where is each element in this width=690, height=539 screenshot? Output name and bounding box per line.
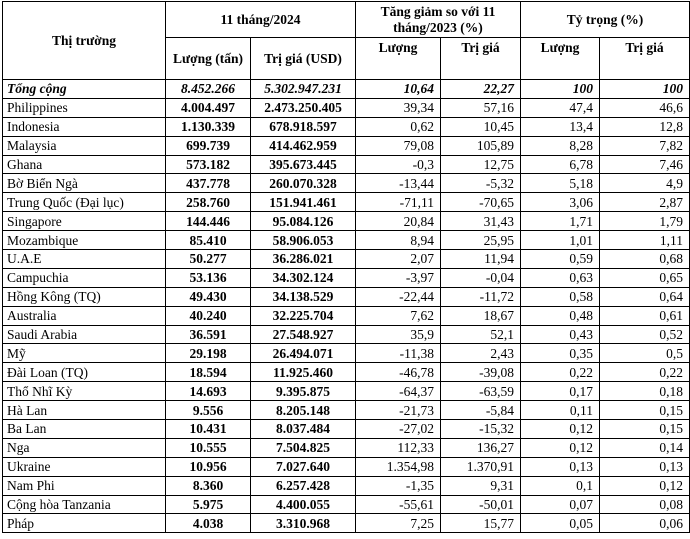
cell-share-qty: 0,12: [521, 420, 600, 439]
cell-qty: 4.038: [166, 514, 251, 533]
cell-share-val: 7,46: [600, 155, 690, 174]
export-market-table: [2, 1, 690, 533]
cell-qty: 437.778: [166, 174, 251, 193]
cell-val: 58.906.053: [251, 231, 356, 250]
cell-qty: 10.431: [166, 420, 251, 439]
cell-chg-qty: 1.354,98: [356, 457, 441, 476]
total-chg-val: 22,27: [441, 80, 521, 99]
cell-chg-qty: -55,61: [356, 495, 441, 514]
cell-chg-val: 31,43: [441, 212, 521, 231]
cell-val: 26.494.071: [251, 344, 356, 363]
header-change: Tăng giảm so với 11 tháng/2023 (%): [356, 2, 521, 38]
cell-chg-qty: -0,3: [356, 155, 441, 174]
total-qty: 8.452.266: [166, 80, 251, 99]
cell-chg-qty: 2,07: [356, 250, 441, 269]
table-row: [3, 98, 690, 117]
header-share-qty: Lượng: [521, 38, 600, 80]
cell-share-qty: 0,35: [521, 344, 600, 363]
cell-share-val: 7,82: [600, 136, 690, 155]
cell-qty: 258.760: [166, 193, 251, 212]
cell-market: Philippines: [3, 98, 166, 117]
cell-share-val: 46,6: [600, 98, 690, 117]
cell-share-val: 0,22: [600, 363, 690, 382]
total-market: Tổng cộng: [3, 80, 166, 99]
total-val: 5.302.947.231: [251, 80, 356, 99]
table-row: [3, 420, 690, 439]
cell-chg-qty: 7,62: [356, 306, 441, 325]
header-val: Trị giá (USD): [251, 38, 356, 80]
table-row: [3, 495, 690, 514]
cell-qty: 8.360: [166, 476, 251, 495]
cell-val: 7.504.825: [251, 438, 356, 457]
cell-chg-qty: 7,25: [356, 514, 441, 533]
cell-market: Pháp: [3, 514, 166, 533]
cell-chg-val: 57,16: [441, 98, 521, 117]
cell-val: 3.310.968: [251, 514, 356, 533]
table-row: [3, 344, 690, 363]
cell-share-qty: 0,63: [521, 268, 600, 287]
table-row: [3, 268, 690, 287]
cell-market: Cộng hòa Tanzania: [3, 495, 166, 514]
cell-share-val: 0,5: [600, 344, 690, 363]
cell-share-qty: 0,22: [521, 363, 600, 382]
cell-chg-val: 10,45: [441, 117, 521, 136]
cell-share-val: 0,15: [600, 401, 690, 420]
table-row: [3, 325, 690, 344]
cell-share-val: 0,14: [600, 438, 690, 457]
header-share-val: Trị giá: [600, 38, 690, 80]
cell-val: 32.225.704: [251, 306, 356, 325]
cell-val: 95.084.126: [251, 212, 356, 231]
cell-chg-qty: -1,35: [356, 476, 441, 495]
cell-market: Mỹ: [3, 344, 166, 363]
cell-chg-val: 11,94: [441, 250, 521, 269]
cell-chg-val: 52,1: [441, 325, 521, 344]
cell-chg-qty: 39,34: [356, 98, 441, 117]
cell-chg-val: -15,32: [441, 420, 521, 439]
cell-share-qty: 0,12: [521, 438, 600, 457]
cell-share-val: 0,18: [600, 382, 690, 401]
cell-market: Saudi Arabia: [3, 325, 166, 344]
cell-chg-val: -63,59: [441, 382, 521, 401]
cell-share-qty: 0,43: [521, 325, 600, 344]
cell-share-val: 0,65: [600, 268, 690, 287]
table-row: [3, 382, 690, 401]
cell-share-qty: 0,17: [521, 382, 600, 401]
table-row: [3, 212, 690, 231]
cell-share-qty: 0,59: [521, 250, 600, 269]
cell-chg-qty: 112,33: [356, 438, 441, 457]
cell-share-qty: 47,4: [521, 98, 600, 117]
cell-chg-qty: -21,73: [356, 401, 441, 420]
cell-chg-val: -11,72: [441, 287, 521, 306]
cell-share-qty: 1,01: [521, 231, 600, 250]
cell-share-val: 12,8: [600, 117, 690, 136]
header-chg-val: Trị giá: [441, 38, 521, 80]
cell-chg-val: 105,89: [441, 136, 521, 155]
cell-val: 678.918.597: [251, 117, 356, 136]
cell-market: Hà Lan: [3, 401, 166, 420]
cell-market: Malaysia: [3, 136, 166, 155]
cell-qty: 29.198: [166, 344, 251, 363]
cell-qty: 699.739: [166, 136, 251, 155]
table-row: [3, 363, 690, 382]
cell-val: 414.462.959: [251, 136, 356, 155]
cell-qty: 10.555: [166, 438, 251, 457]
cell-chg-qty: -27,02: [356, 420, 441, 439]
cell-chg-qty: -71,11: [356, 193, 441, 212]
cell-val: 34.302.124: [251, 268, 356, 287]
cell-qty: 573.182: [166, 155, 251, 174]
cell-val: 27.548.927: [251, 325, 356, 344]
cell-share-val: 1,79: [600, 212, 690, 231]
table-row: [3, 476, 690, 495]
cell-share-val: 2,87: [600, 193, 690, 212]
cell-val: 11.925.460: [251, 363, 356, 382]
cell-share-qty: 0,58: [521, 287, 600, 306]
cell-val: 2.473.250.405: [251, 98, 356, 117]
cell-val: 7.027.640: [251, 457, 356, 476]
cell-chg-qty: 79,08: [356, 136, 441, 155]
header-qty: Lượng (tấn): [166, 38, 251, 80]
cell-val: 151.941.461: [251, 193, 356, 212]
cell-qty: 4.004.497: [166, 98, 251, 117]
cell-chg-val: 2,43: [441, 344, 521, 363]
cell-share-qty: 3,06: [521, 193, 600, 212]
cell-qty: 49.430: [166, 287, 251, 306]
cell-market: Ukraine: [3, 457, 166, 476]
cell-chg-val: 136,27: [441, 438, 521, 457]
cell-chg-val: -50,01: [441, 495, 521, 514]
header-market: Thị trường: [3, 2, 166, 80]
cell-share-qty: 0,1: [521, 476, 600, 495]
total-share-val: 100: [600, 80, 690, 99]
cell-market: Thổ Nhĩ Kỳ: [3, 382, 166, 401]
header-period: 11 tháng/2024: [166, 2, 356, 38]
cell-market: Ba Lan: [3, 420, 166, 439]
cell-qty: 18.594: [166, 363, 251, 382]
cell-chg-val: -39,08: [441, 363, 521, 382]
cell-market: Campuchia: [3, 268, 166, 287]
cell-chg-qty: 35,9: [356, 325, 441, 344]
cell-chg-val: 18,67: [441, 306, 521, 325]
cell-chg-qty: -11,38: [356, 344, 441, 363]
cell-chg-val: 9,31: [441, 476, 521, 495]
header-chg-qty: Lượng: [356, 38, 441, 80]
cell-market: Bờ Biển Ngà: [3, 174, 166, 193]
cell-chg-qty: 0,62: [356, 117, 441, 136]
table-row: [3, 136, 690, 155]
table-row: [3, 306, 690, 325]
cell-chg-val: -5,32: [441, 174, 521, 193]
cell-share-qty: 0,48: [521, 306, 600, 325]
table-row: [3, 193, 690, 212]
cell-qty: 53.136: [166, 268, 251, 287]
total-row: [3, 80, 690, 99]
cell-share-val: 0,06: [600, 514, 690, 533]
cell-chg-qty: -64,37: [356, 382, 441, 401]
table-row: [3, 287, 690, 306]
header-share: Tỷ trọng (%): [521, 2, 690, 38]
cell-qty: 50.277: [166, 250, 251, 269]
cell-chg-qty: 8,94: [356, 231, 441, 250]
table-row: [3, 174, 690, 193]
cell-market: Ghana: [3, 155, 166, 174]
cell-share-val: 0,61: [600, 306, 690, 325]
table-row: [3, 155, 690, 174]
cell-qty: 36.591: [166, 325, 251, 344]
cell-share-val: 0,12: [600, 476, 690, 495]
cell-qty: 14.693: [166, 382, 251, 401]
cell-market: Indonesia: [3, 117, 166, 136]
cell-chg-qty: -22,44: [356, 287, 441, 306]
cell-share-val: 0,13: [600, 457, 690, 476]
cell-chg-val: 15,77: [441, 514, 521, 533]
cell-chg-qty: -46,78: [356, 363, 441, 382]
cell-share-qty: 0,07: [521, 495, 600, 514]
table-row: [3, 438, 690, 457]
cell-share-val: 0,64: [600, 287, 690, 306]
cell-chg-qty: 20,84: [356, 212, 441, 231]
cell-chg-val: -70,65: [441, 193, 521, 212]
table-row: [3, 117, 690, 136]
cell-qty: 144.446: [166, 212, 251, 231]
cell-chg-val: -5,84: [441, 401, 521, 420]
cell-share-val: 0,52: [600, 325, 690, 344]
cell-qty: 9.556: [166, 401, 251, 420]
cell-val: 395.673.445: [251, 155, 356, 174]
cell-chg-val: 12,75: [441, 155, 521, 174]
cell-val: 6.257.428: [251, 476, 356, 495]
cell-share-val: 4,9: [600, 174, 690, 193]
cell-share-qty: 6,78: [521, 155, 600, 174]
cell-market: Nga: [3, 438, 166, 457]
table-row: [3, 514, 690, 533]
cell-share-val: 0,08: [600, 495, 690, 514]
cell-market: Trung Quốc (Đại lục): [3, 193, 166, 212]
cell-share-qty: 1,71: [521, 212, 600, 231]
cell-chg-qty: -13,44: [356, 174, 441, 193]
cell-chg-qty: -3,97: [356, 268, 441, 287]
cell-market: U.A.E: [3, 250, 166, 269]
cell-market: Hồng Kông (TQ): [3, 287, 166, 306]
cell-market: Đài Loan (TQ): [3, 363, 166, 382]
cell-qty: 5.975: [166, 495, 251, 514]
cell-val: 8.205.148: [251, 401, 356, 420]
cell-share-qty: 0,11: [521, 401, 600, 420]
cell-qty: 40.240: [166, 306, 251, 325]
cell-market: Mozambique: [3, 231, 166, 250]
total-chg-qty: 10,64: [356, 80, 441, 99]
total-share-qty: 100: [521, 80, 600, 99]
cell-val: 36.286.021: [251, 250, 356, 269]
cell-share-qty: 0,13: [521, 457, 600, 476]
cell-share-val: 1,11: [600, 231, 690, 250]
cell-share-val: 0,68: [600, 250, 690, 269]
cell-chg-val: 25,95: [441, 231, 521, 250]
table-row: [3, 457, 690, 476]
cell-qty: 1.130.339: [166, 117, 251, 136]
cell-val: 4.400.055: [251, 495, 356, 514]
cell-share-qty: 5,18: [521, 174, 600, 193]
cell-val: 34.138.529: [251, 287, 356, 306]
cell-market: Australia: [3, 306, 166, 325]
cell-market: Nam Phi: [3, 476, 166, 495]
cell-val: 260.070.328: [251, 174, 356, 193]
cell-share-qty: 0,05: [521, 514, 600, 533]
table-row: [3, 231, 690, 250]
cell-market: Singapore: [3, 212, 166, 231]
cell-qty: 10.956: [166, 457, 251, 476]
table-row: [3, 401, 690, 420]
cell-share-val: 0,15: [600, 420, 690, 439]
cell-chg-val: 1.370,91: [441, 457, 521, 476]
cell-chg-val: -0,04: [441, 268, 521, 287]
cell-val: 8.037.484: [251, 420, 356, 439]
cell-qty: 85.410: [166, 231, 251, 250]
cell-share-qty: 13,4: [521, 117, 600, 136]
table-row: [3, 250, 690, 269]
cell-val: 9.395.875: [251, 382, 356, 401]
cell-share-qty: 8,28: [521, 136, 600, 155]
